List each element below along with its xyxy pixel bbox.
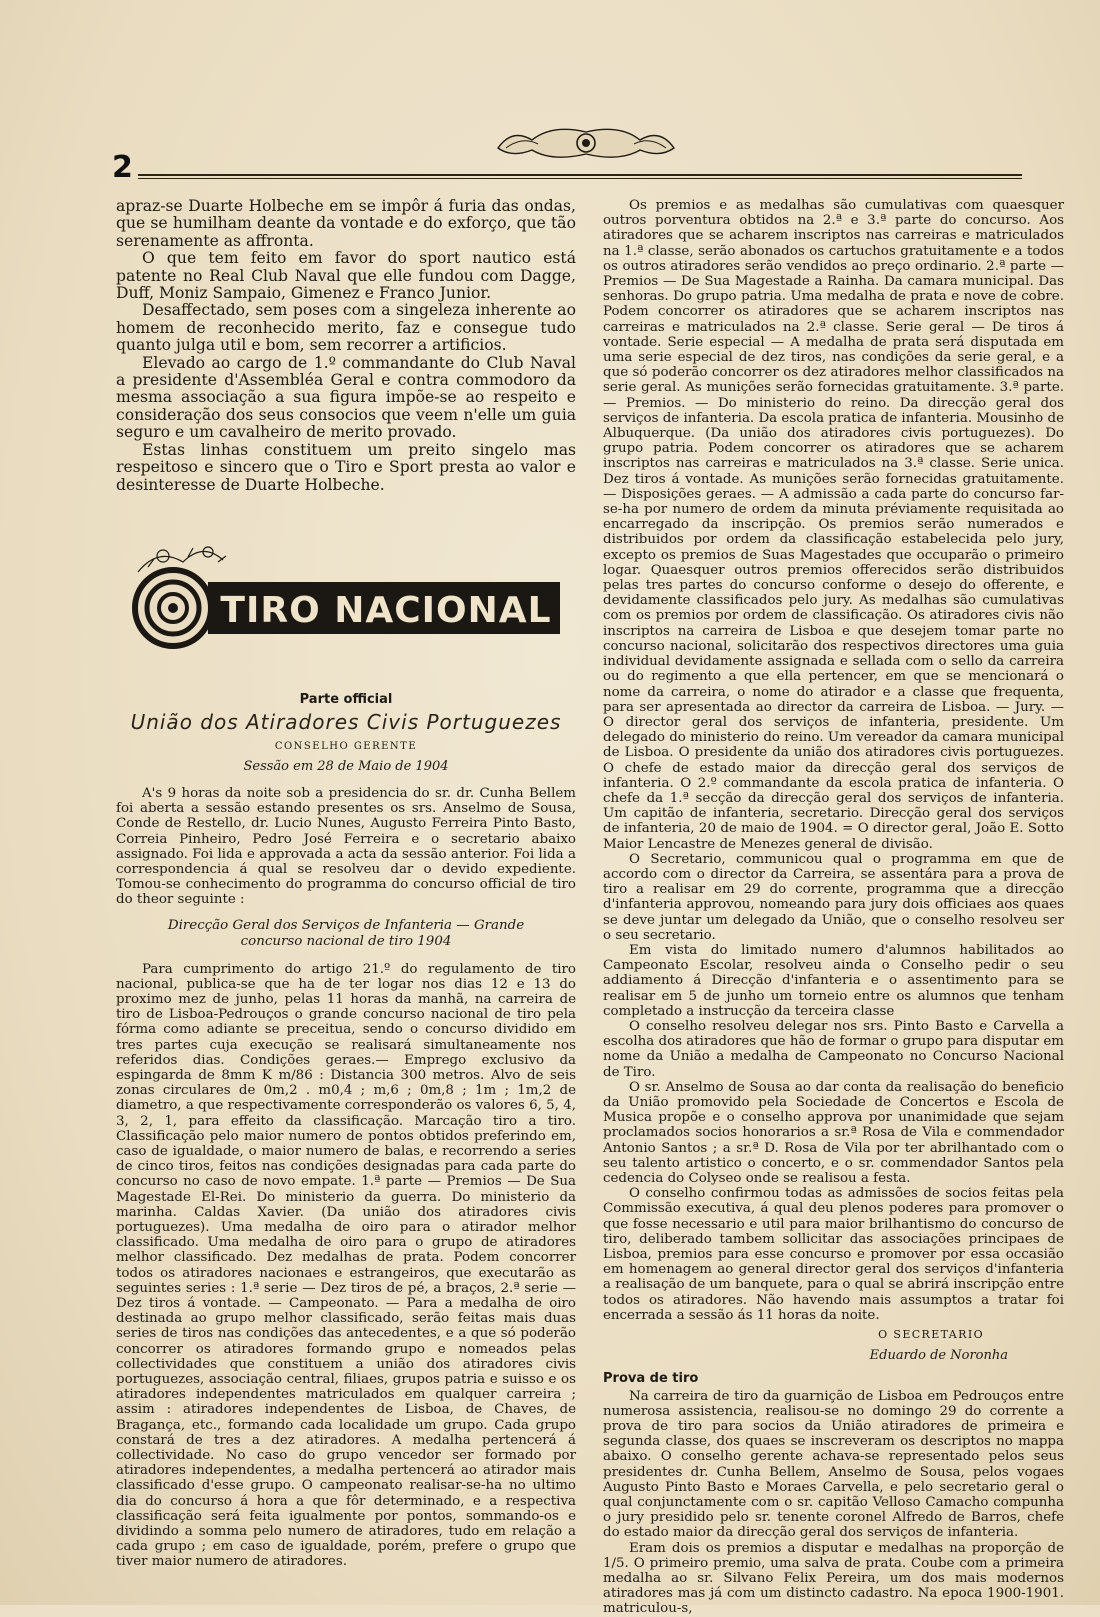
- prova-paragraph: Eram dois os premios a disputar e medalhas na proporção de 1/5. O primeiro premio, uma salva de prata. Coube com a primeira medalha ao sr. Silvano Felix Pereira, um dos mais modernos atiradores mas já com um distincto cadastro. Na epoca 1900-1901. matriculou-s,: [603, 1540, 1064, 1617]
- signature-title: O SECRETARIO: [878, 1328, 984, 1342]
- programa-paragraph: Para cumprimento do artigo 21.º do regulamento de tiro nacional, publica-se que ha de ter logar nos dias 12 e 13 do proximo mez de junho, pelas 11 horas da manhã, na carreira de tiro de Lisboa-Pedrouços o grande concurso nacional de tiro pela fórma como adiante se preceitua, sendo o concurso dividido em tres partes cuja execução se realisará simultaneamente nos referidos dias. Condições geraes.— Emprego exclusivo da espingarda de 8mm K m/86 : Distancia 300 metros. Alvo de seis zonas circulares de 0m,2 . m0,4 ; m,6 ; 0m,8 ; 1m ; 1m,2 de diametro, a que respectivamente corresponderão os valores 6, 5, 4, 3, 2, 1, para effeito da classificação. Marcação tiro a tiro. Classificação pelo maior numero de pontos obtidos preferindo em, caso de igualdade, o maior numero de balas, e recorrendo a series de cinco tiros, feitos nas condições designadas para cada parte do concurso no caso de novo empate. 1.ª parte — Premios — De Sua Magestade El-Rei. Do ministerio da guerra. Do ministerio da marinha. Caldas Xavier. (Da união dos atiradores civis portuguezes). Uma medalha de oiro para o atirador melhor classificado. Uma medalha de oiro para o grupo de atiradores melhor classificado. Dez medalhas de prata. Podem concorrer todos os atiradores nacionaes e estrangeiros, que executarão as seguintes series : 1.ª serie — Dez tiros de pé, a braços, 2.ª serie — Dez tiros á vontade. — Campeonato. — Para a medalha de oiro destinada ao grupo melhor classificado, serão feitas mais duas series de tiros nas condições das antecedentes, e a que só poderão concorrer os atiradores formando grupo e nomeados pelas collectividades que constituem a união dos atiradores civis portuguezes, associação central, filiaes, grupos patria e suisso e os atiradores independentes matriculados em qualquer carreira ; assim : atiradores independentes de Lisboa, de Chaves, de Bragança, etc., formando cada localidade um grupo. Cada grupo constará de tres a dez atiradores. A medalha pertencerá á collectividade. No caso do grupo vencedor ser formado por atiradores independentes, a medalha pertencerá ao atirador mais classificado d'esse grupo. O campeonato realisar-se-ha no ultimo dia do concurso á hora a que fôr determinado, e a respectiva classificação será feita igualmente por pontos, sommando-os e dividindo a somma pelo numero de atiradores, tudo em relação a cada grupo ; em caso de igualdade, porém, prefere o grupo que tiver maior numero de atiradores.: [116, 961, 576, 1570]
- intro-paragraph: O que tem feito em favor do sport nautico está patente no Real Club Naval que elle fundou com Dagge, Duff, Moniz Sampaio, Gimenez e Franco Junior.: [116, 249, 576, 303]
- banner-title: TIRO NACIONAL: [220, 589, 552, 631]
- secretario-paragraph: O Secretario, communicou qual o programma em que de accordo com o director da Carreira, se assentára para a prova de tiro a realisar em 29 do corrente, programma que a direcção d'infanteria approvou, nomeando para jury dois officiaes aos quaes se deve juntar um delegado da União, que o conselho resolveu ser o seu secretario.: [603, 851, 1064, 943]
- grupo-paragraph: O conselho resolveu delegar nos srs. Pinto Basto e Carvella a escolha dos atiradores que hão de formar o grupo para disputar em nome da União a medalha de Campeonato no Concurso Nacional de Tiro.: [603, 1018, 1064, 1080]
- masthead-logo: [492, 118, 680, 168]
- admissoes-paragraph: O conselho confirmou todas as admissões de socios feitas pela Commissão executiva, á qual deu plenos poderes para promover o que fosse necessario e util para maior brilhantismo do concurso de tiro, deliberado tambem sollicitar das associações principaes de Lisboa, premios para esse concurso e promover por essa occasião em homenagem ao general director geral dos serviços d'infanteria a realisação de um banquete, para o qual se abrirá inscripção entre todos os atiradores. Não havendo mais assumptos a tratar foi encerrada a sessão ás 11 horas da noite.: [603, 1186, 1064, 1323]
- campeonato-paragraph: Em vista do limitado numero d'alumnos habilitados ao Campeonato Escolar, resolveu ainda o Conselho pedir o seu addiamento á Direcção d'infanteria e o assentimento para se realisar em 5 de junho um torneio entre os alumnos que tenham completado a instrucção da terceira classe: [603, 942, 1064, 1019]
- intro-paragraph: apraz-se Duarte Holbeche em se impôr á furia das ondas, que se humilham deante da vontade e do exforço, que tão serenamente as affronta.: [116, 197, 576, 250]
- header-rule-thin: [138, 178, 1022, 179]
- tiro-nacional-banner: [128, 542, 566, 652]
- right-column: [603, 198, 1064, 1617]
- section-official-heading: Parte official: [299, 692, 393, 708]
- section-conselho-heading: CONSELHO GERENTE: [274, 740, 418, 752]
- page-number: 2: [112, 150, 133, 185]
- header-rule: [138, 174, 1022, 176]
- section-sessao-heading: Sessão em 28 de Maio de 1904: [243, 758, 449, 774]
- premios-paragraph: Os premios e as medalhas são cumulativas com quaesquer outros porventura obtidos na 2.ª e 3.ª parte do concurso. Aos atiradores que se acharem inscriptos nas carreiras e matriculados na 1.ª classe, serão abonados os cartuchos gratuitamente e a todos os outros atiradores serão vendidos ao preço ordinario. 2.ª parte — Premios — De Sua Magestade a Rainha. Da camara municipal. Das senhoras. Do grupo patria. Uma medalha de prata e nove de cobre. Podem concorrer os atiradores que se acharem inscriptos nas carreiras e matriculados na 2.ª classe. Serie geral — De tiros á vontade. Serie especial — A medalha de prata será disputada em uma serie especial de dez tiros, nas condições da serie geral, e a que só poderão concorrer os dez atiradores melhor classificados na serie geral. As munições serão fornecidas gratuitamente. 3.ª parte. — Premios. — Do ministerio do reino. Da direcção geral dos serviços de infanteria. Da escola pratica de infanteria. Mousinho de Albuquerque. (Da união dos atiradores civis portuguezes). Do grupo patria. Podem concorrer os atiradores que se acharem inscriptos nas carreiras e matriculados na 3.ª classe. Serie unica. Dez tiros á vontade. As munições serão fornecidas gratuitamente. — Disposições geraes. — A admissão a cada parte do concurso far-se-ha por numero de ordem da minuta préviamente requisitada ao encarregado da inscripção. Os premios serão numerados e distribuidos por ordem da classificação estabelecida pelo jury, excepto os premios de Suas Magestades que occuparão o primeiro logar. Quaesquer outros premios offerecidos serão distribuidos pelas tres partes do concurso conforme o desejo do offerente, e devidamente classificados pelo jury. As medalhas são cumulativas com os premios por ordem de classificação. Os atiradores civis não inscriptos na carreira de Lisboa e que desejem tomar parte no concurso nacional, solicitarão dos respectivos directores uma guia individual devidamente assignada e sellada com o sello da carreira ou do regimento a que ella pertencer, em que se mencionará o nome da carreira, o nome do atirador e a classe que frequenta, para ser apresentada ao director da carreira de Lisboa. — Jury. — O director geral dos serviços de infanteria, presidente. Um delegado do ministerio do reino. Um vereador da camara municipal de Lisboa. O presidente da união dos atiradores civis portuguezes. O chefe de estado maior da direcção geral dos serviços de infanteria. O 2.º commandante da escola pratica de infanteria. O chefe da 1.ª secção da direcção geral dos serviços de infanteria. Um capitão de infanteria, secretario. Direcção geral dos serviços de infanteria, 20 de maio de 1904. = O director geral, João E. Sotto Maior Lencastre de Menezes general de divisão.: [603, 198, 1064, 852]
- intro-paragraph: Elevado ao cargo de 1.º commandante do Club Naval a presidente d'Assembléa Geral e contra commodoro da mesma associação a sua figura impõe-se ao respeito e consideração dos seus consocios que veem n'elle um guia seguro e um cavalheiro de merito provado.: [116, 353, 576, 442]
- intro-paragraph: Desaffectado, sem poses com a singeleza inherente ao homem de reconhecido merito, faz e consegue tudo quanto julga util e bom, sem recorrer a artificios.: [116, 301, 576, 355]
- intro-article: [116, 198, 576, 494]
- left-column: [116, 198, 576, 1570]
- prova-paragraph: Na carreira de tiro da guarnição de Lisboa em Pedrouços entre numerosa assistencia, realisou-se no domingo 29 do corrente a prova de tiro para socios da União atiradores de primeira e segunda classe, dos quaes se inscreveram os descriptos no mappa abaixo. O conselho gerente achava-se representado pelos seus presidentes dr. Cunha Bellem, Anselmo de Sousa, pelos vogaes Augusto Pinto Basto e Moraes Carvella, e pelo secretario geral o qual conjunctamente com o sr. capitão Velloso Camacho compunha o jury presidido pelo sr. tenente coronel Alfredo de Barros, chefe do estado maior da direcção geral dos serviços de infanteria.: [603, 1388, 1064, 1541]
- beneficio-paragraph: O sr. Anselmo de Sousa ao dar conta da realisação do beneficio da União promovido pela Sociedade de Concertos e Escola de Musica propõe e o conselho approva por unanimidade que sejam proclamados socios honorarios a sr.ª Rosa de Vila e commendador Antonio Santos ; a sr.ª D. Rosa de Vila por ter abrilhantado com o seu talento artistico o concerto, e o sr. commendador Santos pela cedencia do Colyseo onde se realisou a festa.: [603, 1079, 1064, 1186]
- direccao-heading: Direcção Geral dos Serviços de Infanteria — Grande concurso nacional de tiro 1904: [167, 917, 525, 949]
- sessao-paragraph: A's 9 horas da noite sob a presidencia do sr. dr. Cunha Bellem foi aberta a sessão estando presentes os srs. Anselmo de Sousa, Conde de Restello, dr. Lucio Nunes, Augusto Ferreira Pinto Basto, Correia Pinheiro, Pedro José Ferreira e o secretario abaixo assignado. Foi lida e approvada a acta da sessão anterior. Foi lida a correspondencia á qual se resolveu dar o devido expediente. Tomou-se conhecimento do programma do concurso official de tiro do theor seguinte :: [116, 785, 576, 908]
- section-uniao-heading: União dos Atiradores Civis Portuguezes: [130, 710, 562, 735]
- signature-name: Eduardo de Noronha: [869, 1348, 1008, 1364]
- intro-paragraph: Estas linhas constituem um preito singelo mas respeitoso e sincero que o Tiro e Sport presta ao valor e desinteresse de Duarte Holbeche.: [116, 440, 576, 494]
- prova-heading: Prova de tiro: [603, 1371, 699, 1387]
